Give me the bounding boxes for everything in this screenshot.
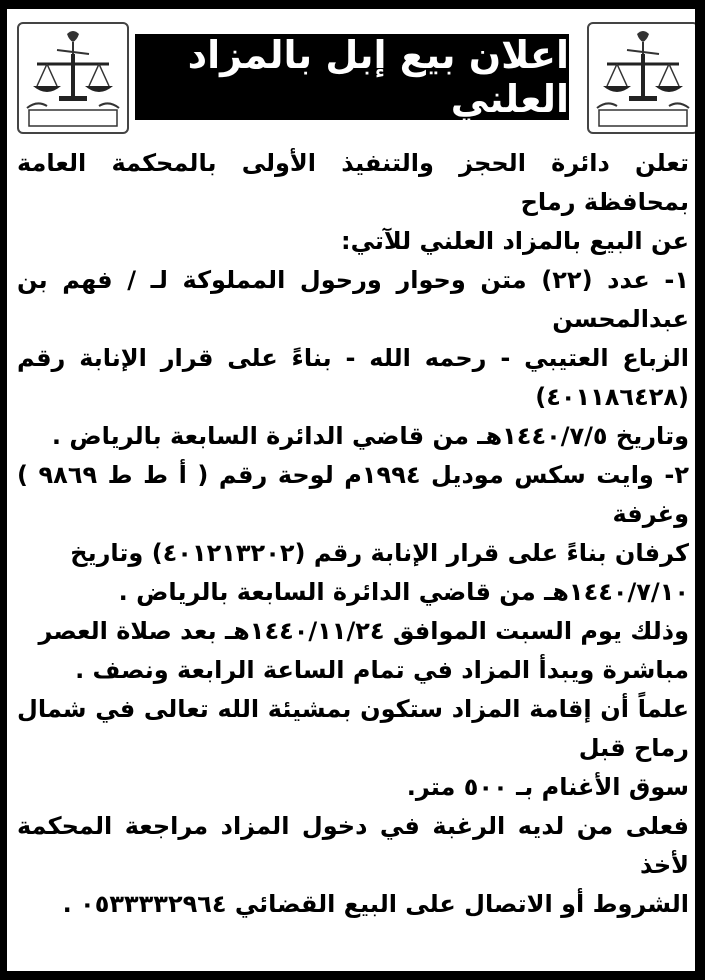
page-title: اعلان بيع إبل بالمزاد العلني — [187, 33, 569, 121]
contact-line-2: الشروط أو الاتصال على البيع القضائي ٠٥٣٣٣٣٢٩٦٤ . — [62, 890, 689, 918]
scales-emblem-icon — [19, 24, 127, 132]
contact-line-1: فعلى من لديه الرغبة في دخول المزاد مراجعة المحكمة لأخذ — [17, 812, 689, 879]
ministry-of-justice-logo-left — [17, 22, 129, 134]
item2-line-3: ١٤٤٠/٧/١٠هـ من قاضي الدائرة السابعة بالرياض . — [118, 578, 689, 606]
location-line-2: سوق الأغنام بـ ٥٠٠ متر. — [406, 773, 689, 801]
date-line-1: وذلك يوم السبت الموافق ١٤٤٠/١١/٢٤هـ بعد صلاة العصر — [38, 617, 689, 645]
announcement-page — [7, 9, 695, 971]
item1-line-1: ١- عدد (٢٢) متن وحوار ورحول المملوكة لـ / فهم بن عبدالمحسن — [17, 266, 689, 333]
scales-emblem-icon — [589, 24, 695, 132]
date-line-2: مباشرة ويبدأ المزاد في تمام الساعة الرابعة ونصف . — [75, 656, 689, 684]
item2-line-1: ٢- وايت سكس موديل ١٩٩٤م لوحة رقم ( أ ط ط ٩٨٦٩ ) وغرفة — [17, 461, 690, 528]
item1-line-2: الزباع العتيبي - رحمه الله - بناءً على قرار الإنابة رقم (٤٠١١٨٦٤٢٨) — [17, 344, 689, 411]
item2-line-2: كرفان بناءً على قرار الإنابة رقم (٤٠١٢١٣٢٠٢) وتاريخ — [70, 539, 689, 567]
ministry-of-justice-logo-right — [587, 22, 695, 134]
intro-line-2: عن البيع بالمزاد العلني للآتي: — [340, 227, 689, 255]
item1-line-3: وتاريخ ١٤٤٠/٧/٥هـ من قاضي الدائرة السابعة بالرياض . — [51, 422, 689, 450]
announcement-body — [17, 144, 689, 924]
location-line-1: علماً أن إقامة المزاد ستكون بمشيئة الله تعالى في شمال رماح قبل — [17, 695, 689, 762]
intro-line-1: تعلن دائرة الحجز والتنفيذ الأولى بالمحكمة العامة بمحافظة رماح — [17, 149, 689, 216]
title-banner — [135, 34, 569, 120]
